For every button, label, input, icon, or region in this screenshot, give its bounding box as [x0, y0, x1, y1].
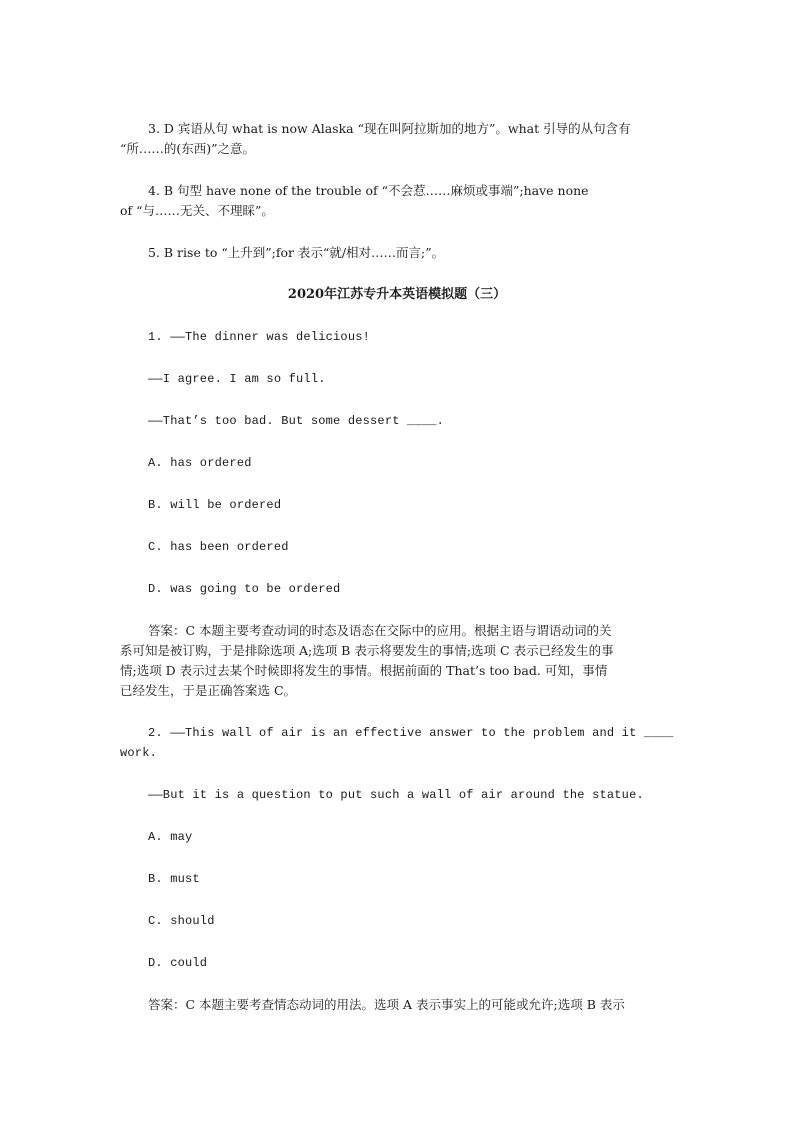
question-2-option-d: D. could	[148, 956, 208, 970]
answer-4-line-2: of “与……无关、不理睬”。	[120, 203, 274, 218]
question-1-line-3: ——That’s too bad. But some dessert ____.	[148, 414, 445, 428]
question-1-option-b: B. will be ordered	[148, 498, 282, 512]
question-1-answer-line-1: 答案：C 本题主要考查动词的时态及语态在交际中的应用。根据主语与谓语动词的关	[148, 623, 612, 638]
question-1-option-c: C. has been ordered	[148, 540, 289, 554]
answer-4-line-1: 4. B 句型 have none of the trouble of “不会惹……麻烦或事端”;have none	[148, 183, 589, 198]
question-2-answer-line-1: 答案：C 本题主要考查情态动词的用法。选项 A 表示事实上的可能或允许;选项 B 表示	[148, 997, 625, 1012]
question-1-option-d: D. was going to be ordered	[148, 582, 341, 596]
answer-3-line-2: “所……的(东西)”之意。	[120, 141, 256, 156]
question-2-option-c: C. should	[148, 914, 215, 928]
answer-5: 5. B rise to “上升到”;for 表示“就/相对……而言;”。	[148, 245, 445, 260]
section-title: 2020年江苏专升本英语模拟题（三）	[287, 287, 507, 302]
question-2-option-b: B. must	[148, 872, 200, 886]
question-2-option-a: A. may	[148, 830, 193, 844]
question-1-answer-line-3: 情;选项 D 表示过去某个时候即将发生的事情。根据前面的 That’s too bad. 可知，事情	[120, 663, 608, 678]
document-page	[120, 119, 674, 1015]
question-1-option-a: A. has ordered	[148, 456, 252, 470]
question-1-line-1: 1. ——The dinner was delicious!	[148, 330, 371, 344]
answer-3-line-1: 3. D 宾语从句 what is now Alaska “现在叫阿拉斯加的地方”。what 引导的从句含有	[148, 121, 631, 136]
question-2-line-1b: work.	[120, 746, 158, 760]
question-2-line-1: 2. ——This wall of air is an effective answer to the problem and it ____	[148, 726, 674, 740]
question-2-line-2: ——But it is a question to put such a wall of air around the statue.	[148, 788, 644, 802]
question-1-answer-line-2: 系可知是被订购，于是排除选项 A;选项 B 表示将要发生的事情;选项 C 表示已经发生的事	[120, 643, 614, 658]
question-1-line-2: ——I agree. I am so full.	[148, 372, 326, 386]
question-1-answer-line-4: 已经发生，于是正确答案选 C。	[120, 683, 297, 698]
